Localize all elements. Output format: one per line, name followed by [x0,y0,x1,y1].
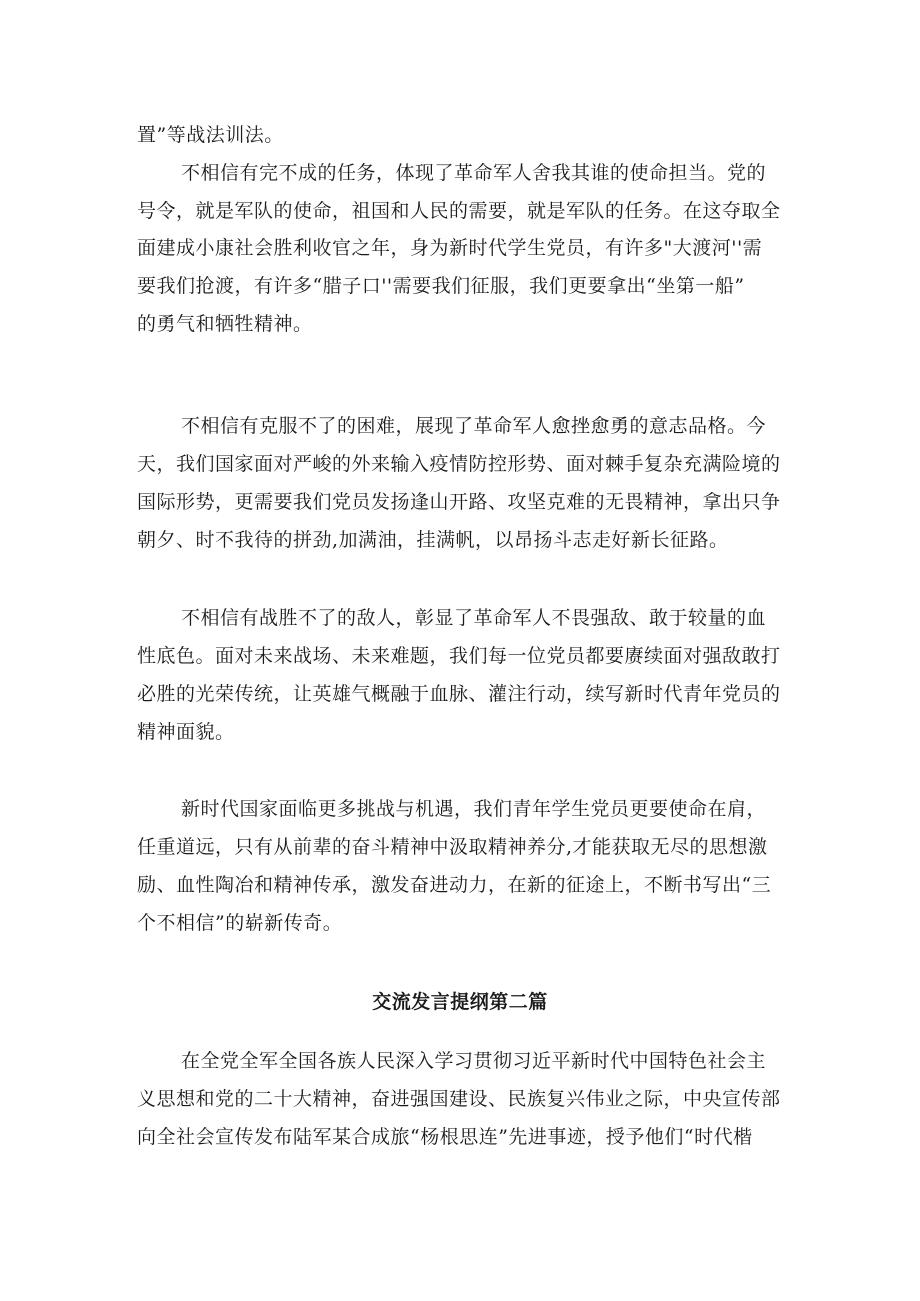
paragraph-line: 在全党全军全国各族人民深入学习贯彻习近平新时代中国特色社会主 [181,1050,767,1072]
paragraph-line: 任重道远，只有从前辈的奋斗精神中汲取精神养分,才能获取无尽的思想激 [137,836,768,858]
paragraph-line: 个不相信”的崭新传奇。 [137,912,343,934]
paragraph-line: 要我们抢渡，有许多“腊子口''需要我们征服，我们更要拿出“坐第一船” [137,275,745,297]
paragraph-line: 义思想和党的二十大精神，奋进强国建设、民族复兴伟业之际，中央宣传部 [137,1088,781,1110]
section-heading: 交流发言提纲第二篇 [372,991,548,1013]
paragraph-line: 天，我们国家面对严峻的外来输入疫情防控形势、面对棘手复杂充满险境的 [137,453,781,475]
paragraph-line: 精神面貌。 [137,721,235,743]
paragraph-line: 向全社会宣传发布陆军某合成旅“杨根思连”先进事迹，授予他们“时代楷 [137,1126,753,1148]
paragraph-line: 不相信有克服不了的困难，展现了革命军人愈挫愈勇的意志品格。今 [181,415,767,437]
paragraph-line: 朝夕、时不我待的拼劲,加满油，挂满帆，以昂扬斗志走好新长征路。 [137,529,729,551]
paragraph-line: 面建成小康社会胜利收官之年，身为新时代学生党员，有许多"大渡河''需 [137,237,763,259]
paragraph-line: 不相信有完不成的任务，体现了革命军人舍我其谁的使命担当。党的 [181,162,767,184]
paragraph-line: 的勇气和牺牲精神。 [137,313,313,335]
paragraph-line: 励、血性陶冶和精神传承，激发奋进动力，在新的征途上，不断书写出“三 [137,874,772,896]
paragraph-line: 号令，就是军队的使命，祖国和人民的需要，就是军队的任务。在这夺取全 [137,200,781,222]
paragraph-line: 性底色。面对未来战场、未来难题，我们每一位党员都要赓续面对强敌敢打 [137,645,781,667]
paragraph-line: 国际形势，更需要我们党员发扬逢山开路、攻坚克难的无畏精神，拿出只争 [137,491,781,513]
intro-tail-line: 置”等战法训法。 [137,124,284,146]
paragraph-line: 不相信有战胜不了的敌人，彰显了革命军人不畏强敌、敢于较量的血 [181,607,767,629]
paragraph-line: 必胜的光荣传统，让英雄气概融于血脉、灌注行动，续写新时代青年党员的 [137,683,781,705]
paragraph-line: 新时代国家面临更多挑战与机遇，我们青年学生党员更要使命在肩， [181,798,767,820]
